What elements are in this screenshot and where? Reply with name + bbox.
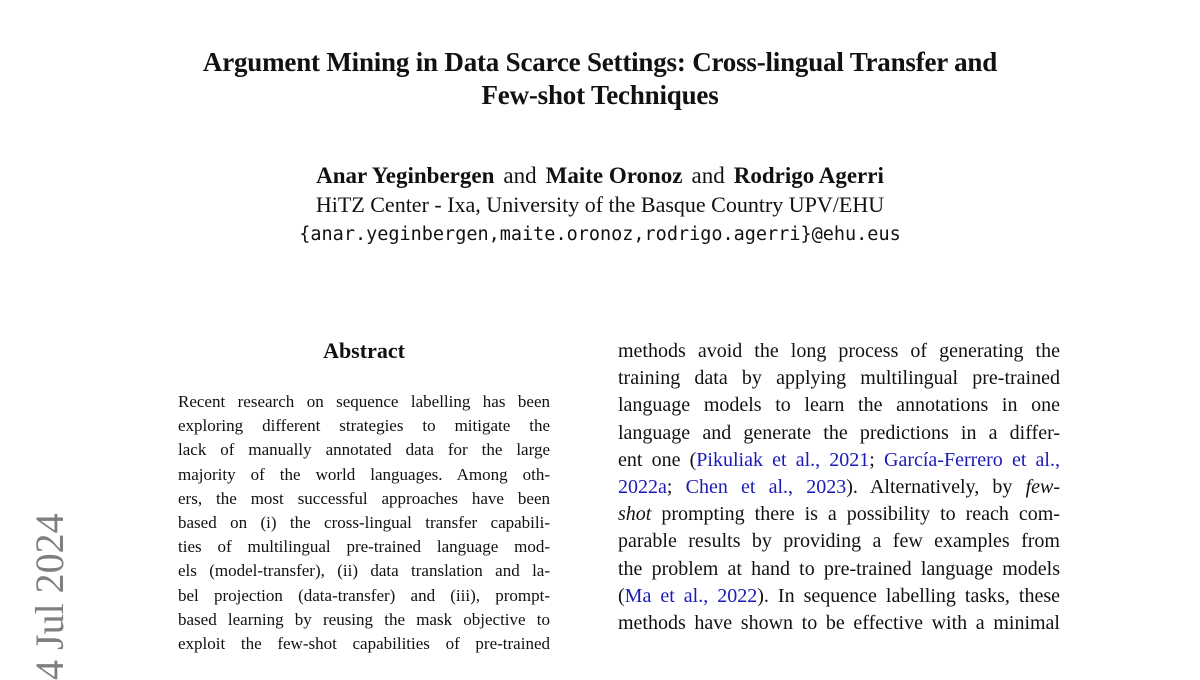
citation-link[interactable]: Pikuliak et al., 2021 [696,448,870,471]
emphasis-text: few- [1025,476,1060,499]
author-name: Rodrigo Agerri [733,163,884,188]
abstract-line: lack of manually annotated data for the large [178,440,550,460]
body-line [618,501,1060,528]
body-text-fragment: ). In sequence labelling tasks, these [757,584,1061,607]
body-line [618,474,1060,501]
citation-link[interactable]: García-Ferrero et al., [884,448,1060,471]
abstract-line: bel projection (data-transfer) and (iii), prompt- [178,585,550,605]
body-line: the problem at hand to pre-trained language models [618,557,1060,580]
author-emails: {anar.yeginbergen,maite.oronoz,rodrigo.agerri}@ehu.eus [299,224,901,245]
abstract-line: majority of the world languages. Among oth- [178,464,550,484]
citation-link[interactable]: Chen et al., 2023 [685,476,847,499]
body-text-fragment: ( [618,584,625,607]
body-line: methods have shown to be effective with a minimal [618,612,1060,635]
body-line: training data by applying multilingual pre-trained [618,367,1060,390]
abstract-line: ers, the most successful approaches have been [178,488,550,508]
abstract-line: exploring different strategies to mitigate the [178,416,550,436]
body-line [618,583,1060,610]
body-line: parable results by providing a few examples from [618,530,1060,553]
body-text-fragment: prompting there is a possibility to reach com- [651,503,1060,526]
citation-link[interactable]: Ma et al., 2022 [624,584,758,607]
body-text-fragment: ent one ( [618,448,697,471]
affiliation: HiTZ Center - Ixa, University of the Basque Country UPV/EHU [315,192,885,217]
title-line-1: Argument Mining in Data Scarce Settings: Cross-lingual Transfer and [202,47,998,77]
abstract-line: based on (i) the cross-lingual transfer capabili- [178,513,550,533]
abstract-body [178,390,550,656]
title-line-2: Few-shot Techniques [481,80,719,110]
body-text-fragment: ; [869,448,884,471]
body-line: methods avoid the long process of generating the [618,340,1060,362]
author-name: Maite Oronoz [545,163,683,188]
author-name: Anar Yeginbergen [316,163,495,188]
abstract-line: els (model-transfer), (ii) data translation and la- [178,561,550,581]
body-text-fragment: ; [666,476,686,499]
body-line [618,447,1060,474]
abstract-heading: Abstract [323,338,405,363]
abstract-line: ties of multilingual pre-trained language mod- [178,537,550,557]
arxiv-date-stamp: 4 Jul 2024 [27,513,72,680]
abstract-line: exploit the few-shot capabilities of pre-trained [178,634,550,654]
body-line: language models to learn the annotations in one [618,394,1060,417]
abstract-line: Recent research on sequence labelling has been [178,392,550,411]
paper-title [100,46,1100,112]
body-text-right-column [618,338,1060,637]
body-line: language and generate the predictions in a differ- [618,421,1060,444]
citation-link[interactable]: 2022a [618,476,667,499]
abstract-line: based learning by reusing the mask objective to [178,609,550,629]
body-text-fragment: ). Alternatively, by [846,476,1026,499]
emphasis-text: shot [618,503,652,526]
author-list [100,162,1100,190]
author-separator: and [503,163,537,188]
author-separator: and [691,163,725,188]
